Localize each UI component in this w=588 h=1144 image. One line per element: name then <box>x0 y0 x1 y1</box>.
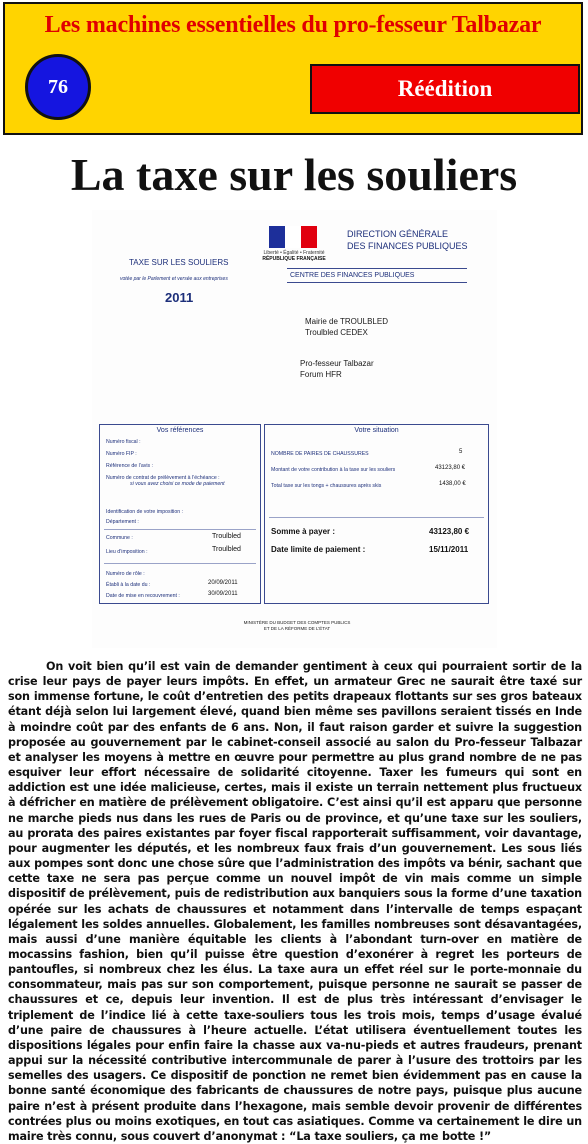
lieu-imposition-value: Troulbled <box>212 546 241 553</box>
article-body: On voit bien qu’il est vain de demander gentiment à ceux qui pourraient sortir de la crise leur pays de payer leurs impôts. En effet, un armateur Grec ne saurait être taxé sur son immense fortune, le coût d’entretien des petits drapeaux flottants sur ses gros bateaux étant déjà selon lui largement élevé, quand bien même ses pavillons seraient tissés en Inde à moindre coût par des enfants de 6 ans. Non, il faut raison garder et suivre la suggestion proposée au gouvernement par le cabinet-conseil associé au salon du Pro-fesseur Talbazar et analyser les moyens à mettre en œuvre pour permettre au plus grand nombre de ne pas esquiver leur effort nécessaire de solidarité citoyenne. Taxer les fumeurs qui sont en addiction est une idée malicieuse, certes, mais il existe un terrain nettement plus fructueux à défricher en matière de prélèvement obligatoire. C’est ainsi qu’il est apparu que personne ne marche pieds nus dans les rues de Paris ou de province, et qu’une taxe sur les souliers, au prorata des paires existantes par foyer fiscal rapporterait suffisamment, voir davantage, pour augmenter les députés, et les nombreux faux frais d’un gouvernement. Les sous liés aux pompes sont donc une chose sûre que l’administration des impôts va bénir, sachant que cette taxe ne sera pas perçue comme un nouvel impôt de vin mais comme un simple dispositif de prélèvement, puis de redistribution aux banquiers sous la forme d’une taxation opérée sur les achats de chaussures et notamment dans l’intervalle de temps espaçant légalement les soldes annuelles. Globalement, les familles nombreuses sont désavantagées, mais aussi d’une manière équitable les clients à l’abondant turn-over en matière de mocassins fashion, bien qu’il puisse être question d’exonérer à regret les porteurs de pantoufles, si nombreux chez les élus. La taxe aura un effet réel sur le porte-monnaie du consommateur, mais pas sur son comportement, puisque personne ne saurait se passer de chaussures et ce, depuis leur invention. Il est de plus très intéressant d’envisager le triplement de l’indice lié à cette taxe-souliers tous les trois mois, temps d’usage évalué d’une paire de chaussures à l’heure actuelle. L’état utilisera éventuellement toutes les dispositions légales pour enfin faire la chasse aux va-nu-pieds et autres fraudeurs, prenant appui sur la nécessité contributive intercommunale de parer à l’usure des trottoirs par les semelles des usagers. Ce dispositif de ponction ne remet bien évidemment pas en cause la bonne santé économique des fabricants de chaussures de notre pays, puisque plus aucune paire n’est à présent produite dans l’hexagone, mais semble devoir provenir de différentes contrées plus ou moins exotiques, en tout cas asiatiques. Comme va certainement le dire un maire très connu, sous couvert d’anonymat : “La taxe souliers, ça me botte !” <box>8 660 582 1143</box>
somme-value: 43123,80 € <box>429 527 470 536</box>
situation-title: Votre situation <box>350 427 402 434</box>
paires-value: 5 <box>459 449 463 455</box>
id-imposition-label: Identification de votre imposition : <box>106 509 183 515</box>
numero-fiscal-label: Numéro fiscal : <box>106 439 141 445</box>
recipient-address <box>300 358 460 380</box>
paires-label: NOMBRE DE PAIRES DE CHAUSSURES <box>271 451 369 457</box>
direction-line-1: DIRECTION GÉNÉRALE <box>347 229 449 239</box>
contrat-note: si vous avez choisi ce mode de paiement <box>130 481 225 487</box>
issue-number-badge <box>25 54 91 120</box>
tax-year: 2011 <box>165 290 194 305</box>
direction-line-2: DES FINANCES PUBLIQUES <box>347 241 468 251</box>
republic-name: RÉPUBLIQUE FRANÇAISE <box>262 256 326 262</box>
recouvrement-value: 30/09/2011 <box>208 591 238 597</box>
republic-flag-logo <box>269 226 317 248</box>
numero-fip-label: Numéro FIP : <box>106 451 137 457</box>
contribution-value: 43123,80 € <box>435 465 466 471</box>
article-headline: La taxe sur les souliers <box>70 149 518 200</box>
total-value: 1438,00 € <box>439 481 466 487</box>
ref-separator-2 <box>104 563 256 564</box>
references-box <box>99 424 261 604</box>
etabli-label: Établi à la date du : <box>106 582 151 588</box>
edition-label: Réédition <box>397 76 493 101</box>
date-limite-label: Date limite de paiement : <box>271 545 366 554</box>
contribution-label: Montant de votre contribution à la taxe sur les souliers <box>271 467 396 473</box>
tax-subtitle: votée par le Parlement et versée aux entreprises <box>120 276 228 282</box>
date-limite-value: 15/11/2011 <box>429 545 469 554</box>
ref-separator <box>104 529 256 530</box>
tax-title: TAXE SUR LES SOULIERS <box>129 258 229 267</box>
commune-label: Commune : <box>106 535 133 541</box>
sender-line-2: Troulbled CEDEX <box>305 328 368 337</box>
recipient-line-2: Forum HFR <box>300 370 342 379</box>
ministere-logo-text: MINISTÈRE DU BUDGET DES COMPTES PUBLICS ET DE LA RÉFORME DE L’ÉTAT <box>243 620 351 631</box>
somme-label: Somme à payer : <box>271 527 336 536</box>
situation-box <box>264 424 489 604</box>
sender-address <box>305 316 465 338</box>
etabli-value: 20/09/2011 <box>208 580 238 586</box>
republic-motto: Liberté • Égalité • Fraternité <box>263 250 325 256</box>
sender-line-1: Mairie de TROULBLED <box>305 317 388 326</box>
centre-rule-top <box>287 268 467 269</box>
total-label: Total taxe sur les tongs + chaussures après skis <box>271 483 382 489</box>
centre-rule-bottom <box>287 282 467 283</box>
commune-value: Troulbled <box>212 533 241 540</box>
situation-separator <box>269 517 484 518</box>
edition-label-box <box>310 64 580 114</box>
lieu-imposition-label: Lieu d’imposition : <box>106 549 148 555</box>
ref-avis-label: Référence de l’avis : <box>106 463 153 469</box>
recouvrement-label: Date de mise en recouvrement : <box>106 593 180 599</box>
header-banner <box>3 2 583 135</box>
series-title: Les machines essentielles du pro-fesseur Talbazar <box>44 12 542 38</box>
departement-label: Département : <box>106 519 139 525</box>
direction-generale <box>347 228 497 252</box>
centre-finances: CENTRE DES FINANCES PUBLIQUES <box>290 272 415 279</box>
role-label: Numéro de rôle : <box>106 571 145 577</box>
recipient-line-1: Pro-fesseur Talbazar <box>300 359 374 368</box>
tax-notice-image <box>92 210 497 648</box>
references-title: Vos références <box>153 427 208 434</box>
issue-number: 76 <box>48 75 68 98</box>
contrat-label: Numéro de contrat de prélèvement à l’échéance : <box>106 475 220 481</box>
